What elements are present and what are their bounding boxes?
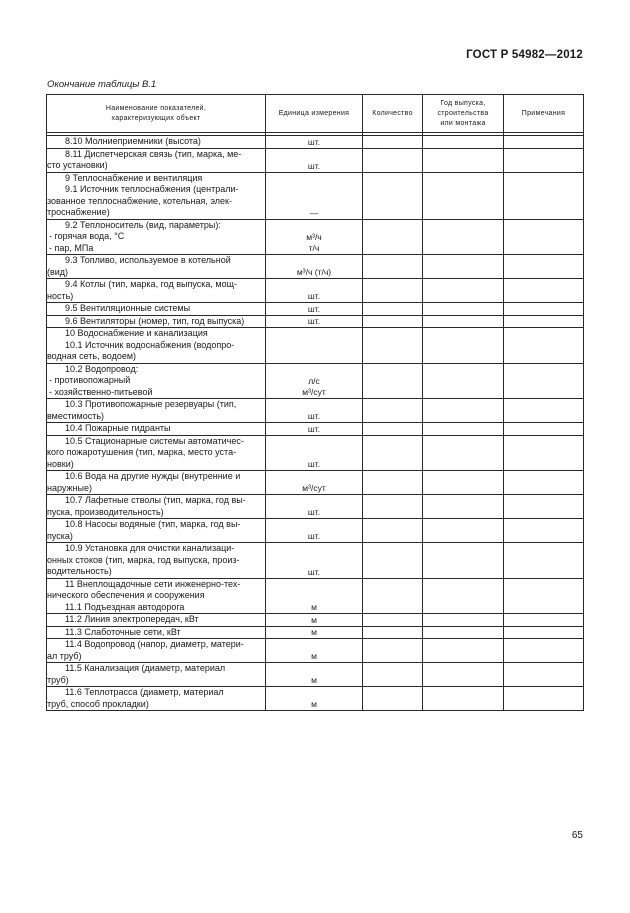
indicator-name-line: 8.11 Диспетчерская связь (тип, марка, ме-	[65, 148, 242, 159]
year-cell	[423, 279, 504, 303]
notes-cell	[504, 626, 584, 639]
year-cell	[423, 614, 504, 627]
unit-line: шт.	[307, 303, 321, 314]
column-header-unit	[266, 95, 363, 133]
indicator-name-cell	[47, 136, 266, 149]
unit-cell	[266, 303, 363, 316]
year-cell	[423, 363, 504, 399]
indicator-name-line: 10.9 Установка для очистки канализаци-	[65, 543, 235, 553]
table-header-row	[47, 95, 584, 133]
indicator-name-line: кого пожаротушения (тип, марка, место уста-	[47, 447, 237, 457]
unit-cell	[266, 578, 363, 614]
quantity-cell	[363, 626, 423, 639]
unit-line: м	[311, 627, 317, 637]
quantity-cell	[363, 663, 423, 687]
notes-cell	[504, 471, 584, 495]
unit-cell	[266, 687, 363, 711]
notes-cell	[504, 519, 584, 543]
indicator-name-line: 11.3 Слаботочные сети, кВт	[65, 626, 181, 637]
unit-line: л/с	[308, 376, 320, 386]
quantity-cell	[363, 687, 423, 711]
quantity-cell	[363, 315, 423, 328]
indicator-name-line: сто установки)	[47, 160, 108, 170]
table-row	[47, 519, 584, 543]
indicator-name-line: 10.4 Пожарные гидранты	[65, 423, 171, 433]
table-caption: Окончание таблицы В.1	[47, 79, 157, 90]
unit-line: м	[311, 602, 317, 612]
notes-cell	[504, 399, 584, 423]
column-header-line: Примечания	[521, 109, 566, 117]
indicator-name-cell	[47, 519, 266, 543]
unit-line: шт.	[307, 291, 321, 301]
indicator-name-cell	[47, 303, 266, 316]
table-row	[47, 303, 584, 316]
year-cell	[423, 303, 504, 316]
notes-cell	[504, 614, 584, 627]
year-cell	[423, 148, 504, 172]
table-row	[47, 136, 584, 149]
unit-line: м	[311, 614, 317, 625]
standard-number: ГОСТ Р 54982—2012	[466, 49, 583, 61]
table-row	[47, 578, 584, 614]
indicator-name-line: 9.1 Источник теплоснабжения (централи-	[65, 184, 239, 194]
unit-cell	[266, 363, 363, 399]
notes-cell	[504, 639, 584, 663]
indicator-name-line: (вид)	[47, 266, 69, 277]
indicator-name-line: - противопожарный	[49, 375, 131, 385]
unit-cell	[266, 663, 363, 687]
table-row	[47, 543, 584, 579]
indicator-name-line: 9 Теплоснабжение и вентиляция	[65, 172, 203, 183]
indicator-name-line: 10.1 Источник водоснабжения (водопро-	[65, 339, 235, 350]
unit-cell	[266, 136, 363, 149]
notes-cell	[504, 423, 584, 436]
year-cell	[423, 495, 504, 519]
quantity-cell	[363, 255, 423, 279]
unit-cell	[266, 543, 363, 579]
year-cell	[423, 471, 504, 495]
column-header-year	[423, 95, 504, 133]
notes-cell	[504, 363, 584, 399]
year-cell	[423, 626, 504, 639]
unit-cell	[266, 172, 363, 219]
indicator-name-cell	[47, 495, 266, 519]
unit-cell	[266, 626, 363, 639]
indicator-name-line: пуска, производительность)	[47, 506, 164, 517]
indicator-name-line: нического обеспечения и сооружения	[47, 590, 205, 600]
unit-cell	[266, 639, 363, 663]
indicator-name-line: ность)	[47, 290, 74, 301]
unit-cell	[266, 423, 363, 436]
indicator-name-cell	[47, 423, 266, 436]
indicator-name-line: новки)	[47, 458, 74, 469]
notes-cell	[504, 279, 584, 303]
indicator-name-cell	[47, 614, 266, 627]
indicator-name-line: 10.5 Стационарные системы автоматичес-	[65, 435, 244, 446]
indicator-name-line: 8.10 Молниеприемники (высота)	[65, 136, 201, 146]
quantity-cell	[363, 519, 423, 543]
column-header-line: или монтажа	[440, 119, 486, 127]
notes-cell	[504, 172, 584, 219]
unit-line: м	[311, 651, 317, 661]
indicator-name-cell	[47, 663, 266, 687]
notes-cell	[504, 435, 584, 471]
indicator-name-line: 10.3 Противопожарные резервуары (тип,	[65, 399, 237, 409]
table-row	[47, 255, 584, 279]
indicator-name-line: - горячая вода, °С	[49, 231, 125, 241]
unit-line: шт.	[307, 507, 321, 517]
indicator-name-line: труб, способ прокладки)	[47, 698, 149, 709]
quantity-cell	[363, 578, 423, 614]
unit-line: шт.	[307, 160, 321, 171]
indicator-name-line: 10.2 Водопровод:	[65, 363, 139, 374]
indicator-name-line: 10.8 Насосы водяные (тип, марка, год вы-	[65, 519, 241, 529]
year-cell	[423, 136, 504, 149]
notes-cell	[504, 136, 584, 149]
table-row	[47, 687, 584, 711]
quantity-cell	[363, 543, 423, 579]
unit-cell	[266, 148, 363, 172]
column-header-name	[47, 95, 266, 133]
unit-line: м³/сут	[302, 483, 326, 493]
quantity-cell	[363, 423, 423, 436]
column-header-quantity	[363, 95, 423, 133]
notes-cell	[504, 578, 584, 614]
indicator-name-cell	[47, 578, 266, 614]
indicator-name-line: 9.2 Теплоноситель (вид, параметры):	[65, 219, 221, 230]
indicator-name-cell	[47, 687, 266, 711]
quantity-cell	[363, 639, 423, 663]
table-row	[47, 435, 584, 471]
indicator-name-cell	[47, 363, 266, 399]
indicator-name-cell	[47, 148, 266, 172]
unit-line: шт.	[307, 459, 321, 469]
year-cell	[423, 543, 504, 579]
year-cell	[423, 399, 504, 423]
quantity-cell	[363, 495, 423, 519]
indicator-name-line: 11 Внеплощадочные сети инженерно-тех-	[65, 578, 241, 589]
table-row	[47, 315, 584, 328]
quantity-cell	[363, 363, 423, 399]
table-row	[47, 328, 584, 364]
table-row	[47, 172, 584, 219]
year-cell	[423, 519, 504, 543]
indicator-name-cell	[47, 471, 266, 495]
notes-cell	[504, 303, 584, 316]
table-row	[47, 614, 584, 627]
unit-line: м³/сут	[302, 387, 326, 397]
indicator-name-line: 10.7 Лафетные стволы (тип, марка, год вы-	[65, 495, 246, 505]
quantity-cell	[363, 219, 423, 255]
quantity-cell	[363, 172, 423, 219]
notes-cell	[504, 219, 584, 255]
table-row	[47, 219, 584, 255]
column-header-line: Наименование показателей,	[105, 104, 207, 112]
unit-line: шт.	[307, 566, 321, 577]
quantity-cell	[363, 279, 423, 303]
year-cell	[423, 435, 504, 471]
indicator-name-line: 10.6 Вода на другие нужды (внутренние и	[65, 471, 241, 481]
indicator-name-line: - хозяйственно-питьевой	[49, 386, 153, 397]
indicator-name-cell	[47, 315, 266, 328]
table-row	[47, 423, 584, 436]
indicator-name-cell	[47, 255, 266, 279]
unit-cell	[266, 614, 363, 627]
indicator-name-line: пуска)	[47, 530, 73, 541]
indicator-name-line: 11.2 Линия электропередач, кВт	[65, 614, 199, 624]
unit-cell	[266, 435, 363, 471]
year-cell	[423, 255, 504, 279]
unit-line: шт.	[307, 316, 321, 326]
unit-line: шт.	[307, 136, 321, 147]
unit-cell	[266, 399, 363, 423]
unit-line: шт.	[307, 411, 321, 421]
year-cell	[423, 219, 504, 255]
indicator-name-line: труб)	[47, 674, 69, 685]
unit-cell	[266, 219, 363, 255]
column-header-line: Год выпуска,	[440, 99, 486, 107]
indicator-name-line: 11.4 Водопровод (напор, диаметр, матери-	[65, 639, 244, 649]
indicator-name-cell	[47, 435, 266, 471]
indicator-name-line: 9.4 Котлы (тип, марка, год выпуска, мощ-	[65, 279, 237, 289]
table-row	[47, 471, 584, 495]
notes-cell	[504, 315, 584, 328]
year-cell	[423, 315, 504, 328]
data-table	[46, 94, 584, 711]
column-header-line: Единица измерения	[278, 109, 350, 117]
year-cell	[423, 578, 504, 614]
indicator-name-line: 9.6 Вентиляторы (номер, тип, год выпуска)	[65, 315, 245, 326]
indicator-name-cell	[47, 219, 266, 255]
indicator-name-line: 9.3 Топливо, используемое в котельной	[65, 255, 231, 265]
page-number: 65	[571, 830, 583, 841]
indicator-name-line: 9.5 Вентиляционные системы	[65, 303, 191, 313]
quantity-cell	[363, 303, 423, 316]
indicator-name-line: 11.1 Подъездная автодорога	[65, 601, 185, 612]
indicator-name-line: вместимость)	[47, 410, 105, 421]
unit-line: т/ч	[308, 243, 320, 253]
indicator-name-cell	[47, 399, 266, 423]
notes-cell	[504, 495, 584, 519]
unit-cell	[266, 471, 363, 495]
table-row	[47, 363, 584, 399]
table-row	[47, 279, 584, 303]
year-cell	[423, 172, 504, 219]
column-header-line: характеризующих объект	[111, 114, 201, 122]
notes-cell	[504, 328, 584, 364]
quantity-cell	[363, 148, 423, 172]
indicator-name-line: 11.5 Канализация (диаметр, материал	[65, 663, 226, 673]
indicator-name-line: онных стоков (тип, марка, год выпуска, произ-	[47, 554, 240, 565]
unit-cell	[266, 328, 363, 364]
indicator-name-line: водная сеть, водоем)	[47, 351, 137, 361]
unit-line: м	[311, 699, 317, 709]
column-header-line: Количество	[372, 109, 413, 117]
indicator-name-cell	[47, 279, 266, 303]
notes-cell	[504, 148, 584, 172]
indicator-name-cell	[47, 328, 266, 364]
notes-cell	[504, 255, 584, 279]
unit-line: шт.	[307, 531, 321, 541]
year-cell	[423, 639, 504, 663]
table-row	[47, 495, 584, 519]
table-row	[47, 663, 584, 687]
indicator-name-line: зованное теплоснабжение, котельная, элек-	[47, 195, 232, 206]
indicator-name-cell	[47, 543, 266, 579]
indicator-name-line: 11.6 Теплотрасса (диаметр, материал	[65, 687, 224, 697]
quantity-cell	[363, 435, 423, 471]
indicator-name-line: троснабжение)	[47, 207, 110, 217]
year-cell	[423, 687, 504, 711]
unit-cell	[266, 315, 363, 328]
indicator-name-cell	[47, 639, 266, 663]
unit-cell	[266, 495, 363, 519]
year-cell	[423, 328, 504, 364]
column-header-notes	[504, 95, 584, 133]
unit-line: м	[311, 675, 317, 685]
year-cell	[423, 663, 504, 687]
unit-line: м³/ч	[306, 232, 322, 242]
notes-cell	[504, 663, 584, 687]
unit-line: —	[309, 207, 319, 218]
quantity-cell	[363, 471, 423, 495]
indicator-name-line: наружные)	[47, 482, 92, 493]
quantity-cell	[363, 399, 423, 423]
indicator-name-cell	[47, 626, 266, 639]
unit-cell	[266, 519, 363, 543]
unit-line: м³/ч (т/ч)	[296, 267, 332, 277]
indicator-name-line: 10 Водоснабжение и канализация	[65, 328, 208, 338]
quantity-cell	[363, 136, 423, 149]
table-row	[47, 639, 584, 663]
quantity-cell	[363, 614, 423, 627]
column-header-line: строительства	[437, 109, 489, 117]
quantity-cell	[363, 328, 423, 364]
indicator-name-line: водительность)	[47, 566, 112, 576]
table-row	[47, 626, 584, 639]
unit-cell	[266, 279, 363, 303]
notes-cell	[504, 687, 584, 711]
notes-cell	[504, 543, 584, 579]
unit-line: шт.	[307, 423, 321, 434]
table-row	[47, 399, 584, 423]
unit-cell	[266, 255, 363, 279]
indicator-name-line: ал труб)	[47, 650, 82, 661]
year-cell	[423, 423, 504, 436]
indicator-name-cell	[47, 172, 266, 219]
table-row	[47, 148, 584, 172]
indicator-name-line: - пар, МПа	[49, 242, 94, 253]
